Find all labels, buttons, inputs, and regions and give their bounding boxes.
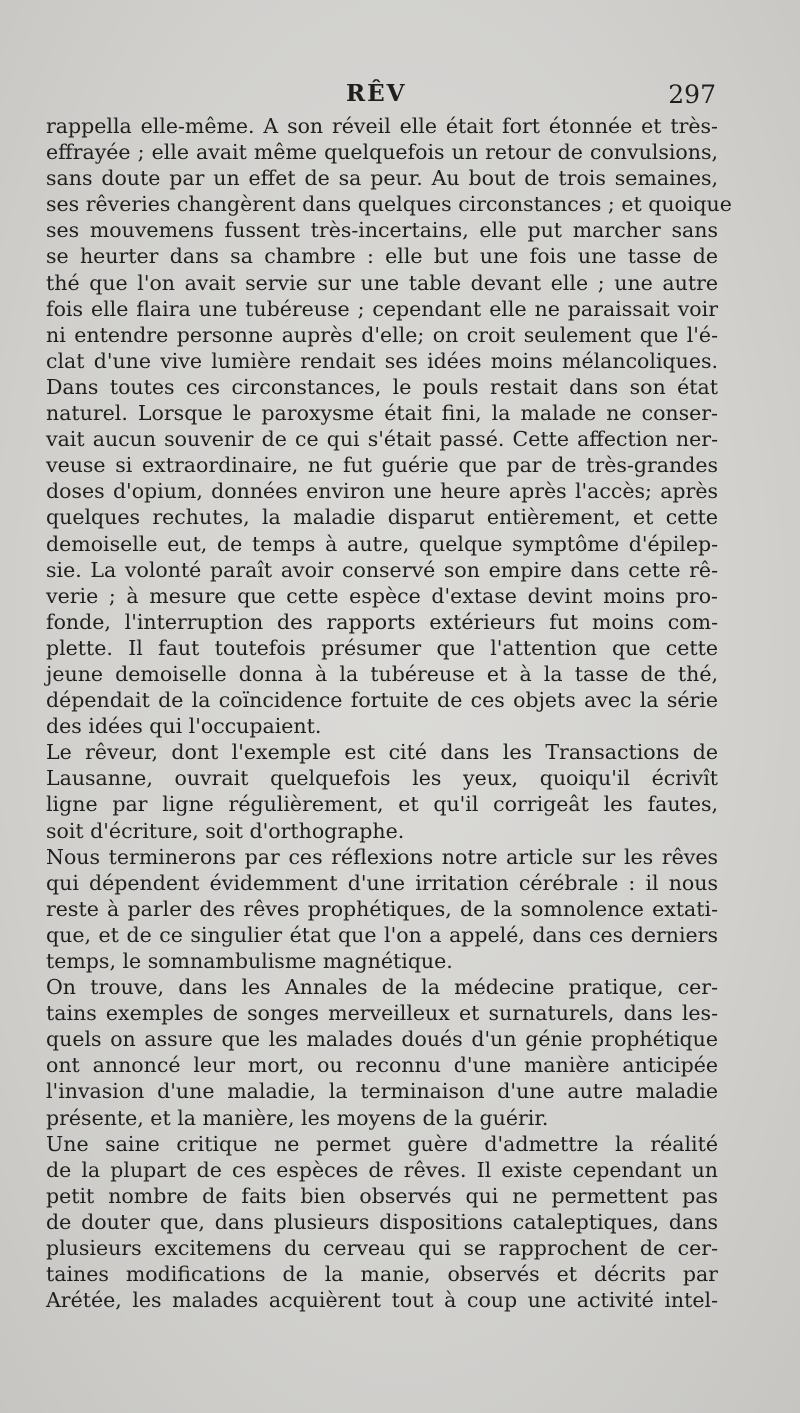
text-line: jeune demoiselle donna à la tubéreuse et à la tasse de thé, (46, 661, 718, 686)
text-line: naturel. Lorsque le paroxysme était fini, la malade ne conser- (46, 401, 718, 426)
text-line: tains exemples de songes merveilleux et surnaturels, dans les- (46, 1001, 718, 1026)
text-line: ont annoncé leur mort, ou reconnu d'une manière anticipée (46, 1053, 718, 1078)
text-line: se heurter dans sa chambre : elle but une fois une tasse de (46, 244, 718, 269)
text-line: sie. La volonté paraît avoir conservé son empire dans cette rê- (46, 557, 718, 582)
text-line: que, et de ce singulier état que l'on a appelé, dans ces derniers (46, 922, 718, 947)
text-line: de la plupart de ces espèces de rêves. Il existe cependant un (46, 1157, 718, 1182)
text-line: Arétée, les malades acquièrent tout à coup une activité intel- (46, 1288, 718, 1313)
running-title: RÊV (346, 80, 407, 107)
text-line: soit d'écriture, soit d'orthographe. (46, 818, 405, 843)
text-line: Lausanne, ouvrait quelquefois les yeux, quoiqu'il écrivît (46, 766, 718, 791)
text-line: ni entendre personne auprès d'elle; on croit seulement que l'é- (46, 322, 718, 347)
text-line: petit nombre de faits bien observés qui ne permettent pas (46, 1183, 718, 1208)
text-line: ses rêveries changèrent dans quelques circonstances ; et quoique (46, 192, 732, 217)
text-line: ses mouvemens fussent très-incertains, elle put marcher sans (46, 218, 718, 243)
text-line: Le rêveur, dont l'exemple est cité dans les Transactions de (46, 740, 718, 765)
text-line: rappella elle-même. A son réveil elle était fort étonnée et très- (46, 114, 718, 138)
text-line: quels on assure que les malades doués d'un génie prophétique (46, 1027, 718, 1052)
text-line: quelques rechutes, la maladie disparut entièrement, et cette (46, 505, 718, 530)
text-line: temps, le somnambulisme magnétique. (46, 949, 453, 973)
text-line: thé que l'on avait servie sur une table devant elle ; une autre (46, 270, 718, 295)
text-line: qui dépendent évidemment d'une irritation cérébrale : il nous (46, 870, 718, 895)
text-line: Une saine critique ne permet guère d'admettre la réalité (46, 1131, 718, 1156)
text-line: reste à parler des rêves prophétiques, de la somnolence extati- (46, 896, 718, 921)
text-line: On trouve, dans les Annales de la médecine pratique, cer- (46, 975, 718, 1000)
text-line: veuse si extraordinaire, ne fut guérie que par de très-grandes (46, 453, 718, 478)
text-line: plusieurs excitemens du cerveau qui se rapprochent de cer- (46, 1236, 718, 1261)
text-line: fois elle flaira une tubéreuse ; cependant elle ne paraissait voir (46, 296, 718, 321)
text-line: des idées qui l'occupaient. (46, 714, 322, 739)
text-line: demoiselle eut, de temps à autre, quelque symptôme d'épilep- (46, 531, 718, 556)
text-line: effrayée ; elle avait même quelquefois un retour de convulsions, (46, 140, 718, 165)
text-line: vait aucun souvenir de ce qui s'était passé. Cette affection ner- (46, 427, 718, 452)
page-number: 297 (668, 80, 716, 109)
text-line: Dans toutes ces circonstances, le pouls restait dans son état (46, 374, 718, 399)
text-line: l'invasion d'une maladie, la terminaison d'une autre maladie (46, 1079, 718, 1104)
text-line: doses d'opium, données environ une heure après l'accès; après (46, 479, 718, 504)
text-line: de douter que, dans plusieurs dispositions cataleptiques, dans (46, 1209, 718, 1234)
text-line: plette. Il faut toutefois présumer que l'attention que cette (46, 635, 718, 660)
text-line: fonde, l'interruption des rapports extérieurs fut moins com- (46, 609, 718, 634)
text-line: taines modifications de la manie, observés et décrits par (46, 1262, 718, 1287)
text-line: ligne par ligne régulièrement, et qu'il corrigeât les fautes, (46, 792, 718, 817)
text-line: sans doute par un effet de sa peur. Au bout de trois semaines, (46, 166, 718, 191)
text-line: verie ; à mesure que cette espèce d'extase devint moins pro- (46, 583, 718, 608)
text-line: dépendait de la coïncidence fortuite de ces objets avec la série (46, 688, 718, 713)
text-line: Nous terminerons par ces réflexions notre article sur les rêves (46, 844, 718, 869)
text-line: présente, et la manière, les moyens de la guérir. (46, 1105, 549, 1130)
text-line: clat d'une vive lumière rendait ses idées moins mélancoliques. (46, 348, 718, 373)
body-text (46, 113, 732, 1313)
